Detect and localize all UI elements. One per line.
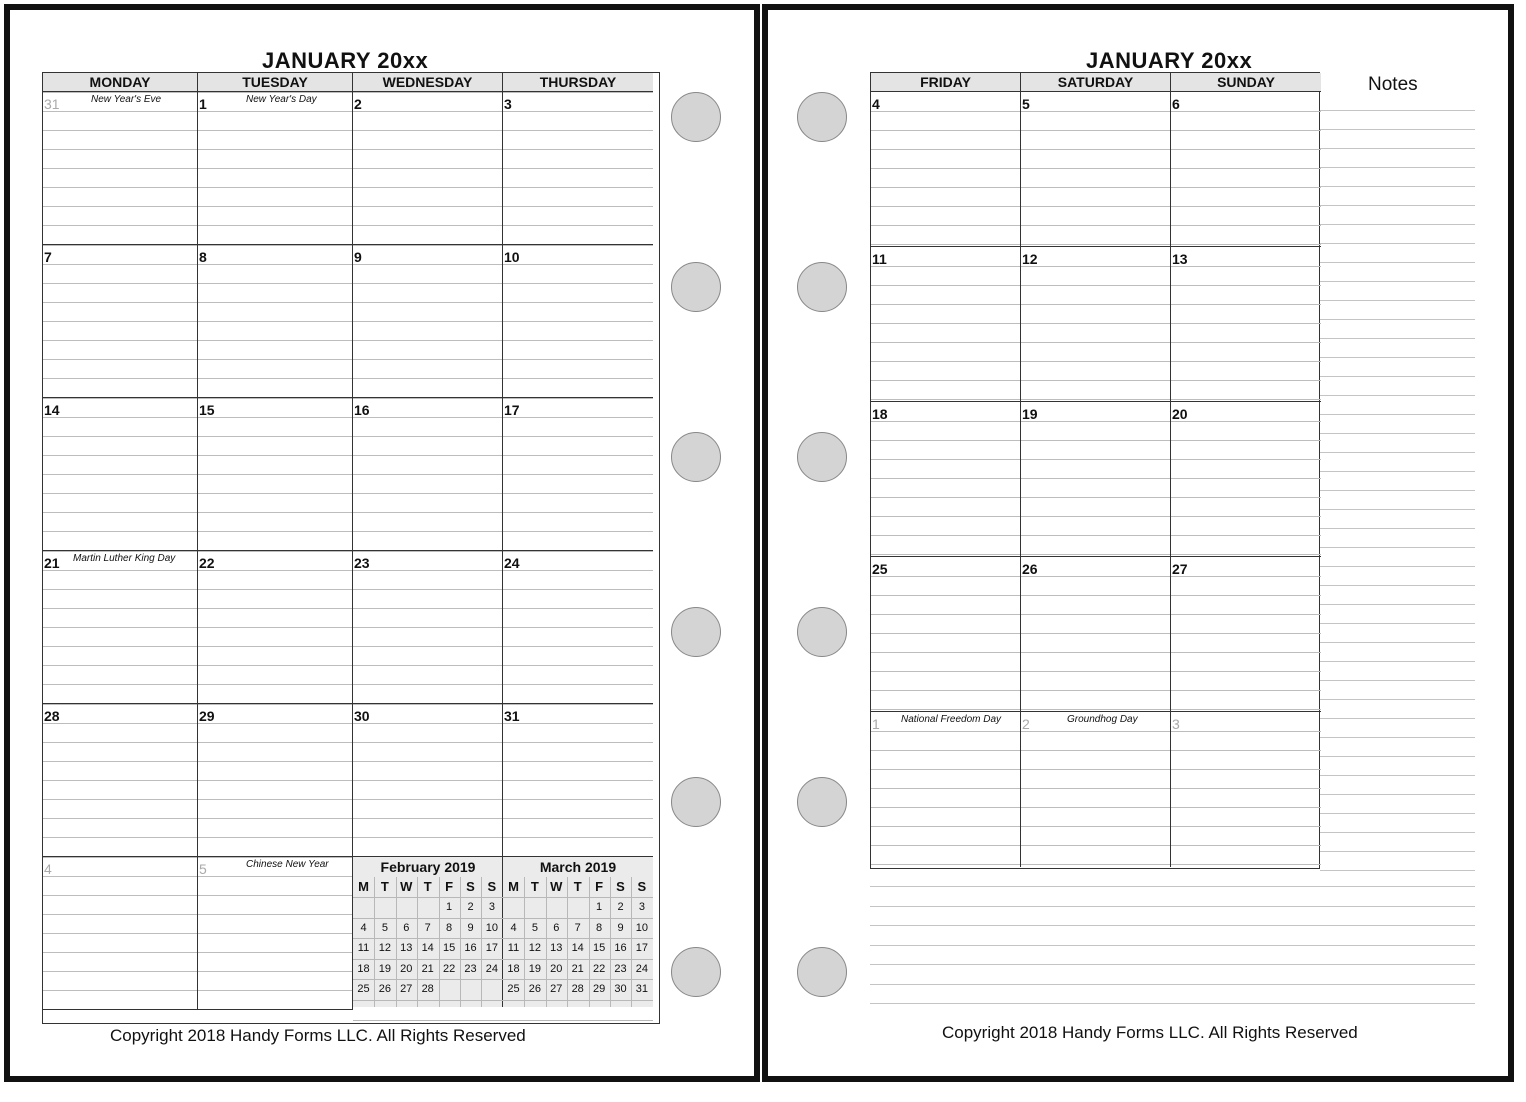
note-line (1320, 775, 1475, 776)
right-copyright: Copyright 2018 Handy Forms LLC. All Rights Reserved (942, 1023, 1358, 1042)
day-cell[interactable] (198, 857, 353, 1010)
mini-date: 27 (550, 983, 563, 995)
left-copyright: Copyright 2018 Handy Forms LLC. All Rights Reserved (110, 1026, 526, 1045)
note-line (1320, 490, 1475, 491)
mini-date: 14 (571, 942, 584, 954)
mini-date: 5 (531, 921, 538, 934)
mini-date: 25 (507, 983, 520, 995)
day-number: 9 (354, 249, 362, 265)
holiday-label: Chinese New Year (246, 859, 329, 870)
mini-weekday-header: S (616, 879, 625, 894)
note-line (870, 886, 1475, 887)
note-line (1320, 281, 1475, 282)
day-number: 24 (504, 555, 520, 571)
note-line (1320, 205, 1475, 206)
binder-hole-icon (671, 432, 721, 482)
day-cell[interactable] (1021, 712, 1171, 867)
mini-date: 12 (528, 942, 542, 954)
day-number: 21 (44, 555, 60, 571)
day-cell[interactable] (198, 398, 353, 551)
note-line (870, 906, 1475, 907)
mini-calendar (503, 857, 653, 1007)
day-number: 5 (1022, 96, 1030, 112)
day-cell[interactable] (871, 402, 1021, 557)
mini-date: 9 (467, 921, 474, 934)
note-line (1320, 661, 1475, 662)
day-number: 2 (1022, 716, 1030, 732)
holiday-label: New Year's Eve (91, 94, 162, 105)
day-cell[interactable] (1021, 557, 1171, 712)
day-number: 11 (872, 251, 887, 267)
day-cell[interactable] (871, 712, 1021, 867)
binder-hole-icon (797, 947, 847, 997)
day-number: 26 (1022, 561, 1038, 577)
left-month-grid (42, 72, 660, 1024)
mini-date: 7 (574, 921, 581, 934)
mini-date: 18 (357, 962, 370, 975)
left-page-title: JANUARY 20xx (262, 48, 429, 73)
day-number: 3 (1172, 716, 1180, 732)
mini-weekday-header: F (595, 879, 604, 894)
note-line (1320, 243, 1475, 244)
binder-hole-icon (797, 607, 847, 657)
mini-date: 4 (360, 921, 367, 934)
note-line (1320, 471, 1475, 472)
day-cell[interactable] (353, 704, 503, 857)
note-line (1320, 585, 1475, 586)
day-cell[interactable] (503, 92, 653, 245)
day-number: 30 (354, 708, 370, 724)
day-cell[interactable] (1021, 402, 1171, 557)
mini-date: 10 (485, 921, 499, 934)
mini-grid-line (503, 938, 653, 939)
mini-date: 8 (446, 921, 453, 934)
mini-date: 6 (553, 921, 560, 934)
mini-date: 13 (400, 942, 413, 954)
day-number: 4 (872, 96, 880, 112)
day-cell[interactable] (1171, 247, 1321, 402)
mini-date: 15 (442, 942, 456, 954)
day-number: 15 (199, 402, 215, 418)
mini-weekday-header: S (637, 879, 647, 894)
day-cell[interactable] (198, 704, 353, 857)
day-cell[interactable] (198, 245, 353, 398)
note-line (1320, 642, 1475, 643)
mini-date: 23 (464, 962, 477, 975)
day-number: 8 (199, 249, 207, 265)
mini-date: 27 (400, 983, 413, 995)
day-cell[interactable] (1021, 247, 1171, 402)
mini-date: 24 (485, 962, 499, 975)
right-planner-page (762, 4, 1514, 1082)
mini-calendar-title: March 2019 (539, 859, 617, 875)
mini-grid-line (503, 897, 653, 898)
mini-weekday-header: F (445, 879, 454, 894)
right-month-grid (870, 72, 1320, 869)
mini-date: 26 (378, 983, 392, 995)
mini-date: 29 (592, 983, 606, 995)
day-number: 31 (44, 96, 60, 112)
day-number: 19 (1022, 406, 1038, 422)
day-number: 4 (44, 861, 52, 877)
note-line (1320, 756, 1475, 757)
left-planner-page (4, 4, 760, 1082)
day-cell[interactable] (871, 557, 1021, 712)
mini-date: 19 (528, 962, 542, 975)
mini-grid-line (503, 918, 653, 919)
note-line (870, 925, 1475, 926)
mini-date: 30 (614, 983, 627, 995)
weekday-header: MONDAY (43, 73, 198, 92)
day-cell[interactable] (43, 398, 198, 551)
day-number: 14 (44, 402, 60, 418)
mini-weekday-header: T (380, 879, 389, 894)
day-cell[interactable] (1171, 712, 1321, 867)
weekday-header: SUNDAY (1171, 73, 1321, 92)
day-cell[interactable] (1171, 92, 1321, 247)
note-line (1320, 509, 1475, 510)
note-line (1320, 680, 1475, 681)
note-line (1320, 319, 1475, 320)
day-number: 13 (1172, 251, 1188, 267)
mini-date: 2 (617, 901, 624, 913)
binder-hole-icon (671, 92, 721, 142)
mini-date: 26 (528, 983, 542, 995)
day-number: 6 (1172, 96, 1180, 112)
binder-hole-icon (671, 262, 721, 312)
mini-weekday-header: S (487, 879, 497, 894)
day-cell[interactable] (353, 245, 503, 398)
mini-grid-line (353, 1020, 503, 1021)
note-line (1320, 528, 1475, 529)
mini-weekday-header: T (573, 879, 582, 894)
binder-hole-icon (797, 432, 847, 482)
mini-date: 17 (485, 942, 499, 954)
mini-date: 3 (638, 901, 645, 913)
day-cell[interactable] (503, 245, 653, 398)
note-line (1320, 870, 1475, 871)
note-line (1320, 262, 1475, 263)
mini-date: 8 (596, 921, 603, 934)
day-cell[interactable] (1171, 557, 1321, 712)
mini-date: 28 (421, 983, 434, 995)
day-number: 1 (199, 96, 207, 112)
mini-date: 23 (614, 962, 627, 975)
mini-weekday-header: W (400, 879, 413, 894)
note-line (1320, 357, 1475, 358)
mini-grid-line (503, 979, 653, 980)
day-cell[interactable] (198, 92, 353, 245)
mini-date: 6 (403, 921, 410, 934)
day-number: 23 (354, 555, 370, 571)
holiday-label: Groundhog Day (1067, 714, 1138, 725)
mini-grid-line (503, 1000, 653, 1001)
day-number: 12 (1022, 251, 1038, 267)
mini-date: 7 (424, 921, 431, 934)
weekday-header: SATURDAY (1021, 73, 1171, 92)
day-cell[interactable] (1021, 92, 1171, 247)
day-number: 3 (504, 96, 512, 112)
note-line (1320, 851, 1475, 852)
mini-date: 25 (357, 983, 370, 995)
weekday-header: TUESDAY (198, 73, 353, 92)
mini-grid-line (353, 918, 503, 919)
mini-date: 31 (635, 983, 649, 995)
weekday-header: THURSDAY (503, 73, 653, 92)
mini-date: 22 (592, 962, 606, 975)
mini-date: 12 (378, 942, 392, 954)
mini-date: 16 (614, 942, 627, 954)
day-cell[interactable] (503, 398, 653, 551)
note-line (1320, 566, 1475, 567)
mini-date: 4 (510, 921, 517, 934)
mini-date: 1 (596, 901, 603, 913)
binder-hole-icon (671, 947, 721, 997)
note-line (1320, 338, 1475, 339)
note-line (1320, 452, 1475, 453)
binder-hole-icon (671, 607, 721, 657)
mini-calendar (353, 857, 503, 1007)
day-cell[interactable] (43, 704, 198, 857)
mini-date: 14 (421, 942, 434, 954)
mini-date: 20 (400, 962, 413, 975)
mini-date: 21 (421, 962, 434, 975)
mini-grid-line (503, 959, 653, 960)
day-number: 28 (44, 708, 60, 724)
mini-date: 11 (507, 942, 520, 954)
mini-date: 13 (550, 942, 563, 954)
note-line (870, 1003, 1475, 1004)
note-line (1320, 129, 1475, 130)
mini-weekday-header: M (358, 879, 369, 894)
mini-grid-line (353, 959, 503, 960)
mini-date: 24 (635, 962, 649, 975)
note-line (1320, 813, 1475, 814)
day-number: 25 (872, 561, 888, 577)
mini-calendar-title: February 2019 (380, 859, 476, 875)
notes-title: Notes (1368, 74, 1418, 95)
binder-hole-icon (671, 777, 721, 827)
mini-date: 11 (357, 942, 370, 954)
mini-date: 1 (446, 901, 453, 913)
mini-date: 17 (635, 942, 649, 954)
day-cell[interactable] (43, 92, 198, 245)
mini-date: 9 (617, 921, 624, 934)
day-number: 10 (504, 249, 520, 265)
mini-date: 15 (592, 942, 606, 954)
note-line (1320, 300, 1475, 301)
day-cell[interactable] (353, 92, 503, 245)
note-line (1320, 224, 1475, 225)
mini-weekday-header: M (508, 879, 519, 894)
note-line (1320, 395, 1475, 396)
note-line (1320, 832, 1475, 833)
right-page-title: JANUARY 20xx (1086, 48, 1253, 73)
day-cell[interactable] (198, 551, 353, 704)
mini-date: 2 (467, 901, 474, 913)
day-cell[interactable] (353, 551, 503, 704)
day-number: 27 (1172, 561, 1188, 577)
weekday-header: WEDNESDAY (353, 73, 503, 92)
note-line (870, 984, 1475, 985)
day-number: 5 (199, 861, 207, 877)
note-line (1320, 623, 1475, 624)
day-number: 31 (504, 708, 520, 724)
note-line (1320, 699, 1475, 700)
note-line (1320, 794, 1475, 795)
note-line (1320, 186, 1475, 187)
day-cell[interactable] (871, 92, 1021, 247)
note-line (1320, 376, 1475, 377)
mini-date: 20 (550, 962, 563, 975)
note-line (1320, 604, 1475, 605)
mini-date: 28 (571, 983, 584, 995)
note-line (1320, 547, 1475, 548)
mini-grid-line (353, 938, 503, 939)
note-line (1320, 110, 1475, 111)
day-number: 2 (354, 96, 362, 112)
day-cell[interactable] (503, 551, 653, 704)
mini-date: 16 (464, 942, 477, 954)
day-cell[interactable] (1171, 402, 1321, 557)
day-number: 20 (1172, 406, 1188, 422)
binder-hole-icon (797, 262, 847, 312)
day-number: 7 (44, 249, 52, 265)
day-cell[interactable] (503, 704, 653, 857)
binder-hole-icon (797, 777, 847, 827)
day-number: 17 (504, 402, 520, 418)
binder-hole-icon (797, 92, 847, 142)
mini-grid-line (353, 1000, 503, 1001)
day-cell[interactable] (43, 857, 198, 1010)
mini-date: 18 (507, 962, 520, 975)
holiday-label: National Freedom Day (901, 714, 1002, 725)
mini-date: 3 (488, 901, 495, 913)
note-line (1320, 414, 1475, 415)
mini-date: 10 (635, 921, 649, 934)
note-line (870, 964, 1475, 965)
mini-date: 21 (571, 962, 584, 975)
mini-weekday-header: W (550, 879, 563, 894)
day-cell[interactable] (353, 398, 503, 551)
day-number: 22 (199, 555, 215, 571)
mini-date: 19 (378, 962, 392, 975)
day-number: 29 (199, 708, 215, 724)
mini-date: 5 (381, 921, 388, 934)
weekday-header: FRIDAY (871, 73, 1021, 92)
note-line (1320, 433, 1475, 434)
holiday-label: Martin Luther King Day (73, 553, 176, 564)
mini-weekday-header: T (423, 879, 432, 894)
day-cell[interactable] (871, 247, 1021, 402)
note-line (1320, 167, 1475, 168)
day-number: 1 (872, 716, 880, 732)
day-number: 16 (354, 402, 370, 418)
mini-date: 22 (442, 962, 456, 975)
day-number: 18 (872, 406, 888, 422)
day-cell[interactable] (43, 551, 198, 704)
mini-weekday-header: T (530, 879, 539, 894)
mini-weekday-header: S (466, 879, 475, 894)
note-line (1320, 737, 1475, 738)
holiday-label: New Year's Day (246, 94, 317, 105)
day-cell[interactable] (43, 245, 198, 398)
mini-grid-line (503, 1020, 653, 1021)
mini-grid-line (353, 897, 503, 898)
mini-grid-line (353, 979, 503, 980)
note-line (1320, 718, 1475, 719)
note-line (1320, 148, 1475, 149)
note-line (870, 945, 1475, 946)
